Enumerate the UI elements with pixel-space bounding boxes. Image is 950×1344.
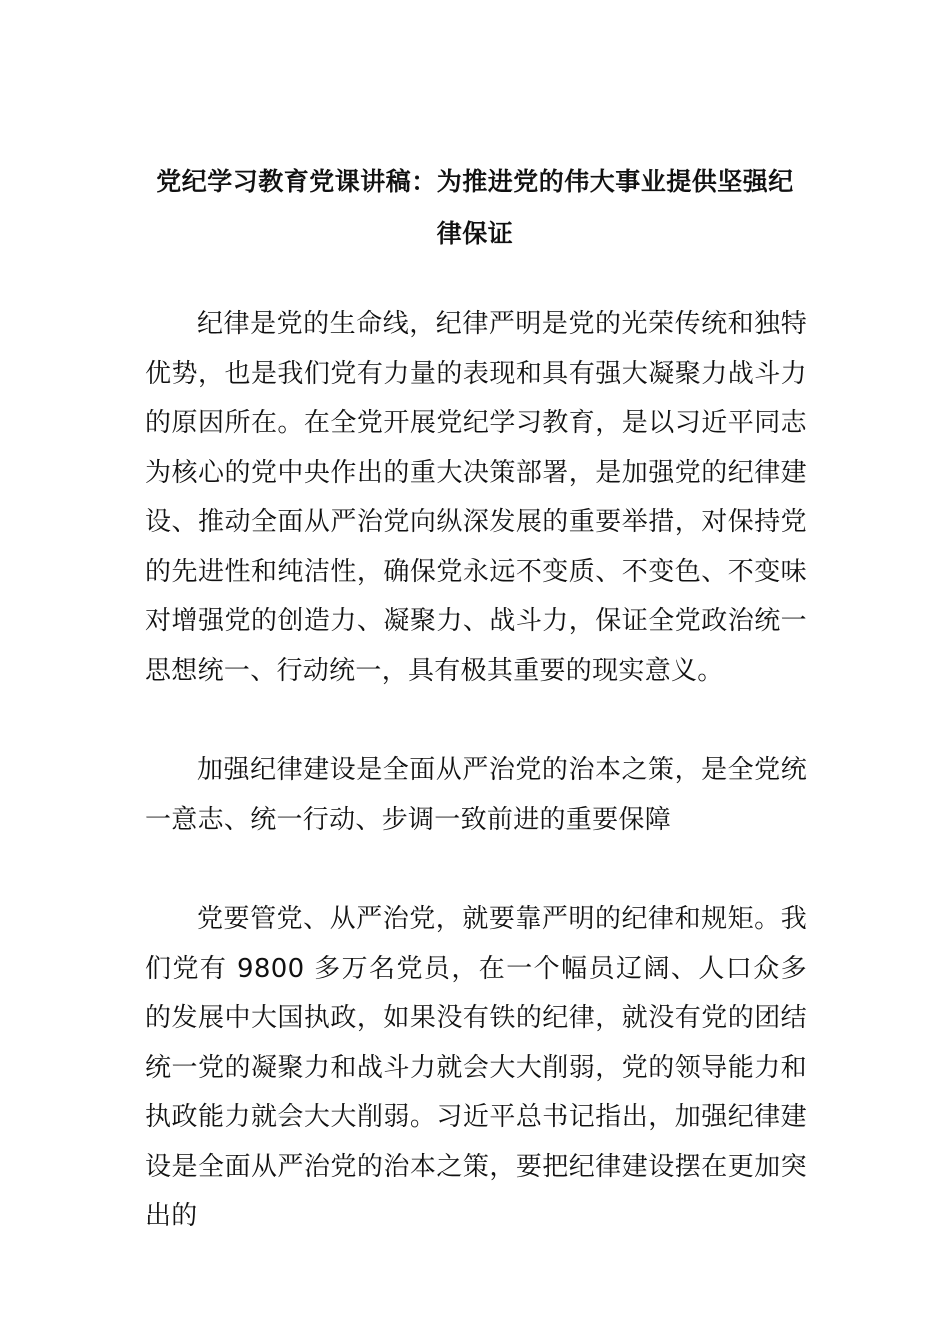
paragraph-3: 党要管党、从严治党，就要靠严明的纪律和规矩。我们党有 9800 多万名党员，在一个幅员辽阔、人口众多的发展中大国执政，如果没有铁的纪律，就没有党的团结统一党的凝聚力和战斗力就会大大削弱，党的领导能力和执政能力就会大大削弱。习近平总书记指出，加强纪律建设是全面从严治党的治本之策，要把纪律建设摆在更加突出的 <box>145 904 807 1231</box>
paragraph-1: 纪律是党的生命线，纪律严明是党的光荣传统和独特优势，也是我们党有力量的表现和具有强大凝聚力战斗力的原因所在。在全党开展党纪学习教育，是以习近平同志为核心的党中央作出的重大决策部署，是加强党的纪律建设、推动全面从严治党向纵深发展的重要举措，对保持党的先进性和纯洁性，确保党永远不变质、不变色、不变味对增强党的创造力、凝聚力、战斗力，保证全党政治统一思想统一、行动统一，具有极其重要的现实意义。 <box>145 309 807 686</box>
document-title: 党纪学习教育党课讲稿：为推进党的伟大事业提供坚强纪律保证 <box>156 167 794 248</box>
paragraph-2: 加强纪律建设是全面从严治党的治本之策，是全党统一意志、统一行动、步调一致前进的重要保障 <box>145 755 807 835</box>
